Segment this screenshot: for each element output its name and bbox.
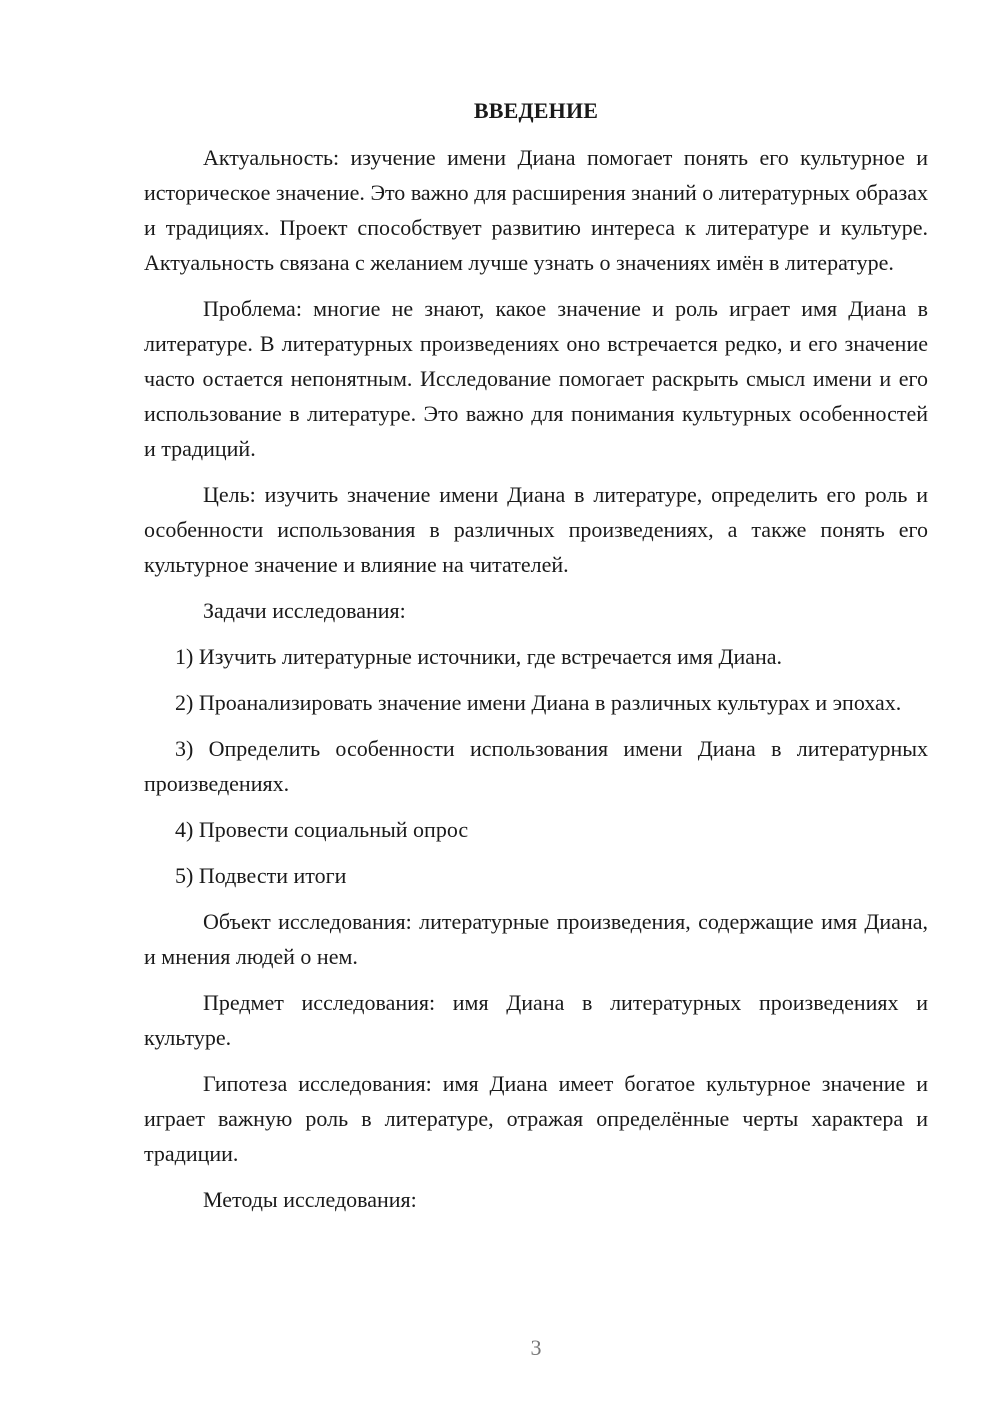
paragraph-relevance: Актуальность: изучение имени Диана помогает понять его культурное и историческое значение. Это важно для расширения знаний о литературных образах и традициях. Проект способствует развитию интереса к литературе и культуре. Актуальность связана с желанием лучше узнать о значениях имён в литературе. bbox=[144, 145, 928, 275]
tasks-heading: Задачи исследования: bbox=[203, 598, 406, 623]
paragraph-goal: Цель: изучить значение имени Диана в литературе, определить его роль и особенности использования в различных произведениях, а также понять его культурное значение и влияние на читателей. bbox=[144, 482, 928, 577]
section-title: ВВЕДЕНИЕ bbox=[473, 98, 599, 123]
task-item-1: 1) Изучить литературные источники, где встречается имя Диана. bbox=[175, 644, 783, 669]
page-number: 3 bbox=[530, 1335, 542, 1360]
paragraph-object: Объект исследования: литературные произведения, содержащие имя Диана, и мнения людей о нем. bbox=[144, 909, 928, 969]
methods-heading: Методы исследования: bbox=[203, 1187, 417, 1212]
task-item-2: 2) Проанализировать значение имени Диана в различных культурах и эпохах. bbox=[175, 690, 902, 715]
paragraph-problem: Проблема: многие не знают, какое значение и роль играет имя Диана в литературе. В литературных произведениях оно встречается редко, и его значение часто остается непонятным. Исследование помогает раскрыть смысл имени и его использование в литературе. Это важно для понимания культурных особенностей и традиций. bbox=[144, 296, 928, 461]
task-item-5: 5) Подвести итоги bbox=[175, 863, 347, 888]
page-content bbox=[144, 93, 928, 1228]
task-item-3: 3) Определить особенности использования имени Диана в литературных произведениях. bbox=[144, 736, 928, 796]
paragraph-hypothesis: Гипотеза исследования: имя Диана имеет богатое культурное значение и играет важную роль в литературе, отражая определённые черты характера и традиции. bbox=[144, 1071, 928, 1166]
paragraph-subject: Предмет исследования: имя Диана в литературных произведениях и культуре. bbox=[144, 990, 928, 1050]
task-item-4: 4) Провести социальный опрос bbox=[175, 817, 469, 842]
